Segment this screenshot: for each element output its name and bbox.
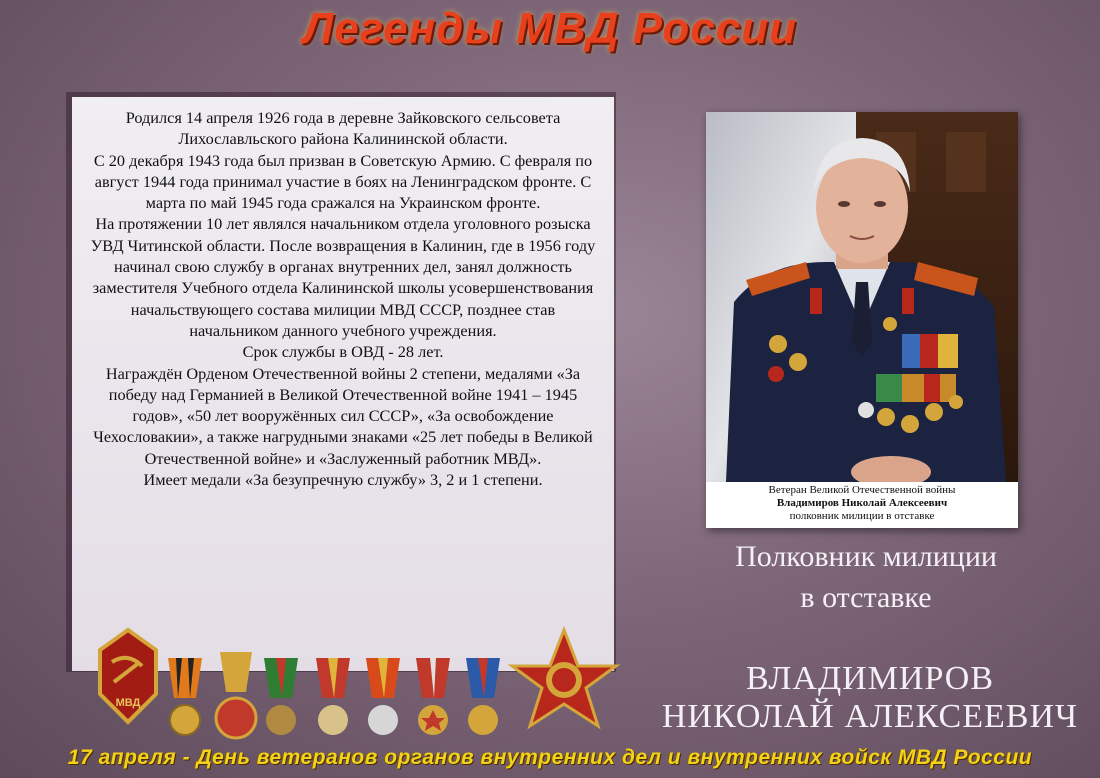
bio-paragraph: Родился 14 апреля 1926 года в деревне Зайковского сельсовета Лихославльского района Калининской области. [125, 108, 561, 149]
mvd-badge-icon [100, 630, 156, 722]
caption-line: полковник милиции в отставке [789, 510, 935, 522]
bio-paragraph: Имеет медали «За безупречную службу» 3, 2 и 1 степени. [143, 470, 543, 490]
medal-icon [416, 658, 450, 735]
medals-row [90, 622, 650, 752]
bio-paragraph: Срок службы в ОВД - 28 лет. [242, 342, 444, 362]
medal-icon [316, 658, 350, 735]
medal-icon [366, 658, 400, 735]
given-names: НИКОЛАЙ АЛЕКСЕЕВИЧ [661, 698, 1079, 735]
badge-text: МВД [115, 697, 141, 709]
bio-panel [72, 97, 614, 671]
medal-icon [466, 658, 500, 735]
order-of-patriotic-war-icon [512, 630, 616, 726]
page-title: Легенды МВД России [303, 4, 797, 53]
bio-paragraph: С 20 декабря 1943 года был призван в Советскую Армию. С февраля по август 1944 года принимал участие в боях на Ленинградском фронте. С марта по май 1945 года сражался на Украинском фронте. [93, 150, 593, 213]
bio-paragraph: На протяжении 10 лет являлся начальником отдела уголовного розыска УВД Читинской области. После возвращения в Калинин, где в 1956 году начинал свою службу в органах внутренних дел, занял должность заместителя Учебного отдела Калининской школы усовершенствования начальствующего состава милиции МВД СССР, позднее став начальником данного учебного учреждения. [90, 214, 596, 340]
portrait-photo [706, 112, 1018, 482]
medal-icon [168, 658, 202, 735]
rank-line: в отставке [800, 581, 932, 614]
rank-line: Полковник милиции [735, 540, 997, 573]
caption-name: Владимиров Николай Алексеевич [776, 497, 948, 509]
portrait-caption [706, 484, 1018, 523]
medal-icon [216, 652, 256, 738]
portrait-frame [706, 112, 1018, 528]
portrait-illustration [706, 112, 1018, 482]
person-name [640, 660, 1100, 736]
surname: ВЛАДИМИРОВ [745, 660, 995, 697]
rank-title [700, 536, 1032, 618]
medal-icon [264, 658, 298, 735]
footer-banner: 17 апреля - День ветеранов органов внутренних дел и внутренних войск МВД России [67, 746, 1033, 769]
caption-line: Ветеран Великой Отечественной войны [768, 484, 956, 496]
bio-paragraph: Награждён Орденом Отечественной войны 2 степени, медалями «За победу над Германией в Великой Отечественной войне 1941 – 1945 годов», «50 лет вооружённых сил СССР», «За освобождение Чехословакии», а также нагрудными знаками «25 лет победы в Великой Отечественной войне» и «Заслуженный работник МВД». [93, 363, 593, 468]
